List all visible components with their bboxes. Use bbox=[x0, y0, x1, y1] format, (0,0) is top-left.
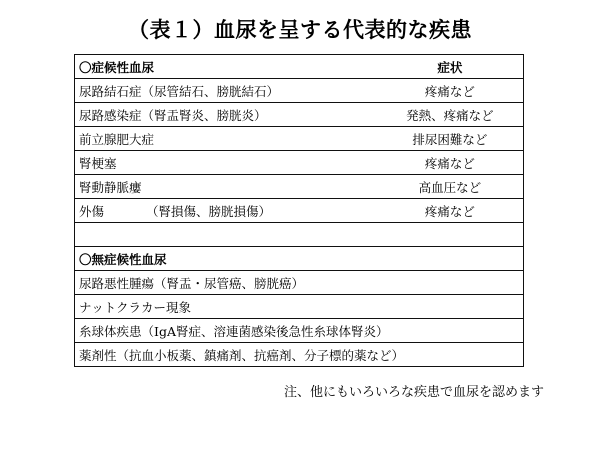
table-row bbox=[75, 199, 523, 223]
table-row bbox=[75, 271, 523, 295]
section-heading-symptomatic: 〇症候性血尿 bbox=[75, 55, 377, 79]
column-header-symptom: 症状 bbox=[377, 55, 523, 79]
table-row-section-header bbox=[75, 55, 523, 79]
disease-name: 薬剤性（抗血小板薬、鎮痛剤、抗癌剤、分子標的薬など） bbox=[79, 347, 405, 363]
disease-name: ナットクラカー現象 bbox=[75, 295, 523, 319]
disease-symptom: 発熱、疼痛など bbox=[377, 103, 523, 127]
disease-symptom: 疼痛など bbox=[377, 199, 523, 223]
disease-table bbox=[75, 55, 523, 366]
page-title: （表１）血尿を呈する代表的な疾患 bbox=[128, 17, 472, 42]
disease-name: 腎梗塞 bbox=[75, 151, 377, 175]
disease-symptom: 疼痛など bbox=[377, 79, 523, 103]
table-row bbox=[75, 103, 523, 127]
footnote: 注、他にもいろいろな疾患で血尿を認めます bbox=[283, 385, 544, 400]
table-row bbox=[75, 127, 523, 151]
table-row bbox=[75, 79, 523, 103]
table-row bbox=[75, 295, 523, 319]
spacer-cell bbox=[75, 223, 377, 247]
disease-symptom: 疼痛など bbox=[377, 151, 523, 175]
table-row-section-header bbox=[75, 247, 523, 271]
disease-name: 尿路悪性腫瘍（腎盂・尿管癌、膀胱癌） bbox=[75, 271, 523, 295]
disease-table-container bbox=[74, 54, 524, 367]
disease-symptom: 高血圧など bbox=[377, 175, 523, 199]
disease-name: 尿路結石症（尿管結石、膀胱結石） bbox=[75, 79, 377, 103]
disease-name: 腎動静脈瘻 bbox=[75, 175, 377, 199]
table-row bbox=[75, 151, 523, 175]
disease-name bbox=[75, 199, 377, 223]
disease-name: 糸球体疾患（IgA腎症、溶連菌感染後急性糸球体腎炎） bbox=[75, 319, 523, 343]
disease-name: 前立腺肥大症 bbox=[75, 127, 377, 151]
disease-name-detail: （腎損傷、膀胱損傷） bbox=[146, 203, 272, 219]
table-row bbox=[75, 175, 523, 199]
section-heading-symptom-blank bbox=[377, 247, 523, 271]
disease-name: 尿路感染症（腎盂腎炎、膀胱炎） bbox=[75, 103, 377, 127]
table-row bbox=[75, 319, 523, 343]
table-row-spacer bbox=[75, 223, 523, 247]
disease-name-main: 外傷 bbox=[79, 203, 105, 219]
table-row bbox=[75, 343, 523, 367]
disease-symptom: 排尿困難など bbox=[377, 127, 523, 151]
spacer-cell bbox=[377, 223, 523, 247]
section-heading-asymptomatic: 〇無症候性血尿 bbox=[75, 247, 377, 271]
